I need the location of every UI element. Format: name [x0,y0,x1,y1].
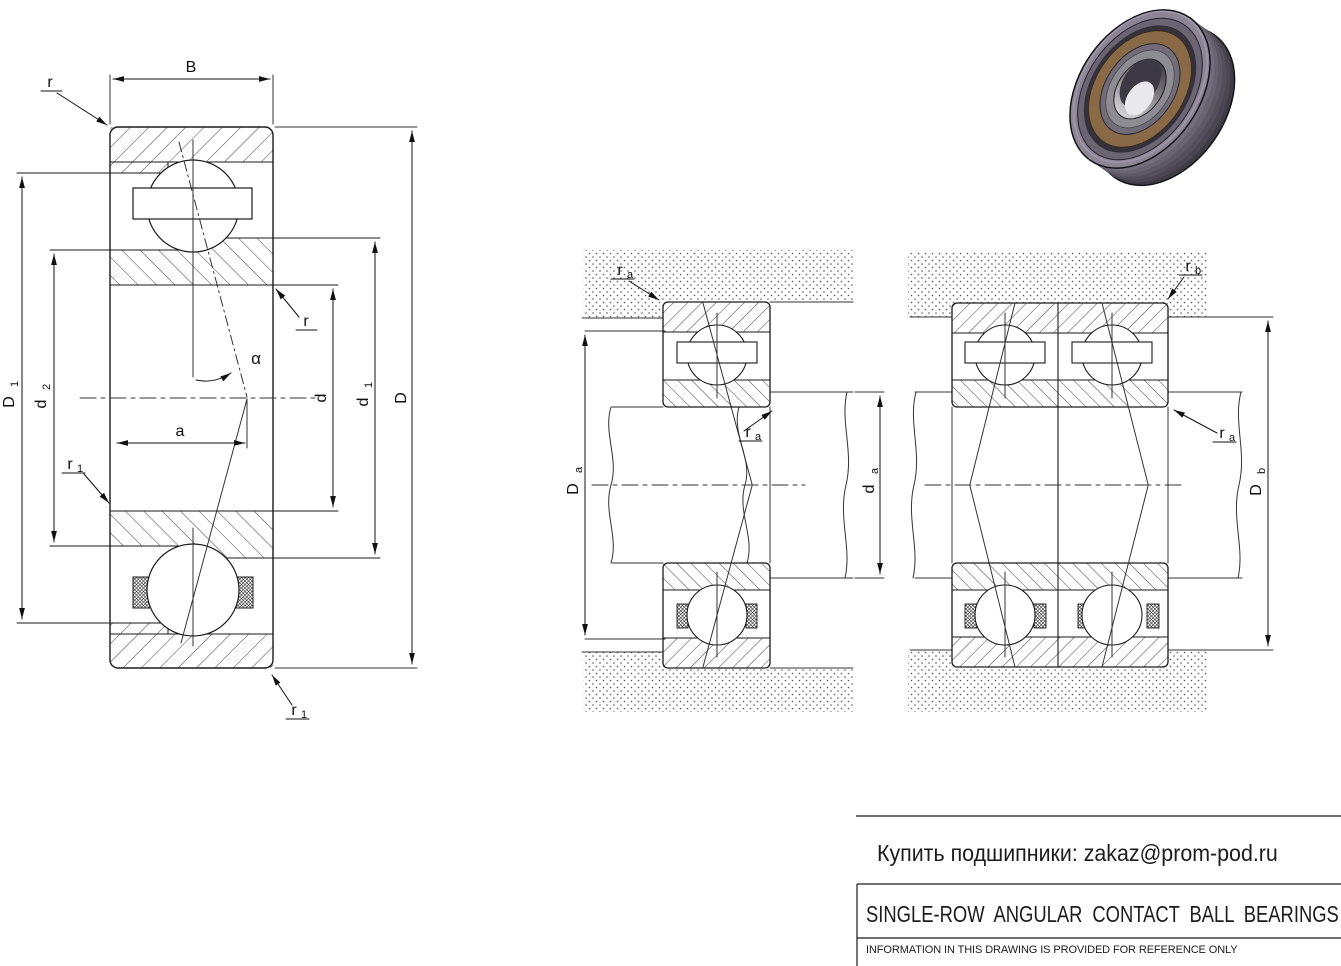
dim-label-Da-sub: a [573,466,585,473]
dim-label-D1-sub: 1 [9,380,21,387]
cage-tab [1147,604,1159,628]
cage-tab [677,604,688,628]
dim-label-d2-sub: 2 [41,383,53,390]
duplex-mount-drawing [908,252,1273,712]
dim-label-ra-top: r [617,262,623,279]
dim-label-Db: D [1248,484,1265,496]
shaft-mount-drawing [565,250,884,712]
dim-label-rb: r [1185,258,1191,275]
cage-tab [1034,604,1046,628]
cage-tab [746,604,757,628]
dim-label-Da: D [565,483,582,495]
sheet-title: SINGLE-ROW ANGULAR CONTACT BALL BEARINGS [866,901,1339,927]
dim-label-rb-sub: b [1195,265,1202,277]
dim-label-r1-sub: 1 [77,463,84,475]
front-view-drawing [1,59,417,721]
dim-label-ra-right: r [1219,425,1225,442]
dim-label-alpha: α [251,349,261,368]
outer-ring-hatch [952,303,1168,333]
dim-label-d2: d [33,399,50,409]
dim-label-r-right: r [303,313,309,330]
dim-label-r1-bottom-sub: 1 [301,709,308,721]
dim-label-ra-top-sub: a [627,269,634,281]
bearing-3d-render [1041,0,1264,212]
disclaimer-text: INFORMATION IN THIS DRAWING IS PROVIDED FOR REFERENCE ONLY [866,944,1238,956]
inner-ring-hatch [952,380,1168,407]
dim-label-r1-bottom: r [291,702,297,719]
dim-label-Db-sub: b [1256,467,1268,474]
dim-label-da-sub: a [869,467,881,474]
dim-label-B: B [185,59,197,76]
dim-label-d: d [313,393,330,403]
dim-label-a: a [175,423,185,440]
outer-ring-hatch [952,637,1168,667]
inner-ring-hatch [952,563,1168,590]
dim-label-da: d [861,484,878,494]
dim-label-d1: d [355,397,372,407]
dim-label-ra-right-sub: a [1229,432,1236,444]
dim-label-r-top: r [47,74,53,91]
dim-label-D1: D [1,396,18,408]
dim-label-d1-sub: 1 [363,381,375,388]
contact-text: Купить подшипники: zakaz@prom-pod.ru [877,840,1278,866]
dim-label-D: D [393,392,410,404]
dim-label-r1: r [67,456,73,473]
dim-label-ra-bottom-sub: a [755,431,762,443]
dim-label-ra-bottom: r [745,424,751,441]
